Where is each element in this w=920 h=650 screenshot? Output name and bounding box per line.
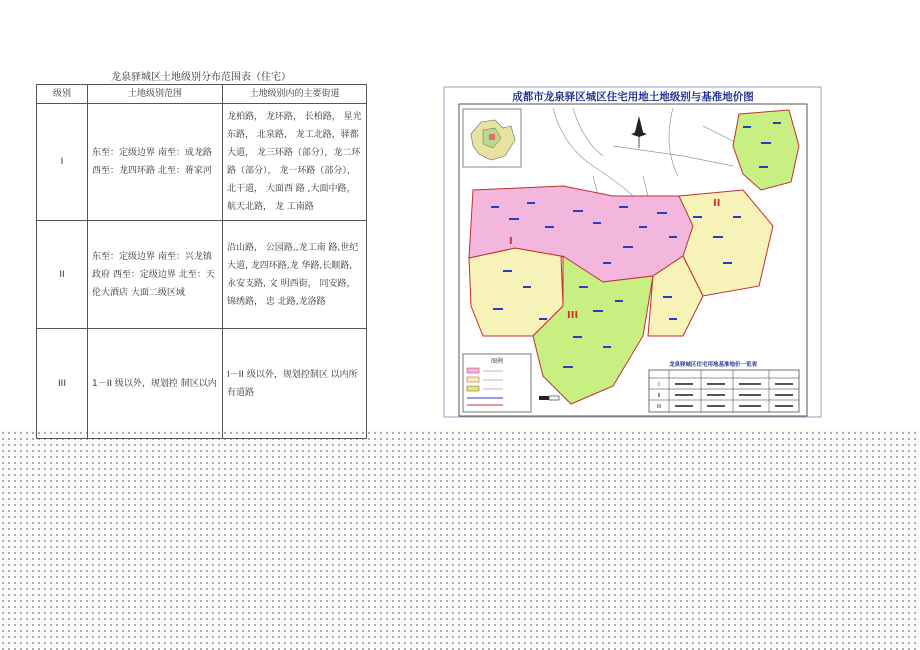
level-cell: III — [37, 329, 88, 439]
scale-bar-icon — [539, 396, 559, 400]
inset-locator-map — [463, 109, 521, 167]
price-row-level: III — [656, 404, 662, 410]
table-row — [37, 221, 367, 329]
level-cell: I — [37, 104, 88, 221]
streets-cell: 龙柏路， 龙环路， 长柏路， 星光东路， 北泉路， 龙工北路，驿都大道， 龙三环路（部分），龙二环路（部分）， 龙一环路（部分）， 北干道， 大面西 路 ,大面中路，航天北路， 龙 工南路 — [223, 104, 367, 221]
header-range: 土地级别范围 — [88, 85, 223, 104]
price-row-level: I — [658, 382, 660, 388]
map-title: 成都市龙泉驿区城区住宅用地土地级别与基准地价图 — [512, 91, 754, 103]
streets-cell: I－II 级以外，规划控制区 以内所有道路 — [223, 329, 367, 439]
land-grade-map — [443, 86, 823, 420]
table-header-row — [37, 85, 367, 104]
map-legend — [463, 354, 531, 412]
grade-label: II — [713, 198, 721, 209]
grade-label: III — [567, 310, 579, 321]
range-cell: 东至：定级边界 南至：成龙路 西至：龙四环路 北至：蒋家河 — [88, 104, 223, 221]
streets-cell: 沿山路， 公园路,,龙工南 路,世纪大道, 龙四环路,龙 华路,长顺路, 永安支路, 文 明西街， 同安路， 锦绣路， 忠 北路,龙洛路 — [223, 221, 367, 329]
table-title: 龙泉驿城区土地级别分布范围表（住宅） — [111, 72, 291, 83]
land-grade-table — [36, 84, 367, 439]
range-cell: 东至：定级边界 南至：兴龙镇政府 西至：定级边界 北至：天伦大酒店 大面二级区域 — [88, 221, 223, 329]
header-streets: 土地级别内的主要街道 — [223, 85, 367, 104]
level-cell: II — [37, 221, 88, 329]
legend-title: 图例 — [490, 358, 504, 365]
table-row — [37, 329, 367, 439]
price-table-title: 龙泉驿城区住宅用地基准地价一览表 — [668, 362, 758, 368]
map-svg — [443, 86, 823, 420]
price-row-level: II — [657, 393, 661, 399]
range-cell: 1－II 级以外，规划控 制区以内 — [88, 329, 223, 439]
header-level: 级别 — [37, 85, 88, 104]
dotted-background — [0, 430, 920, 650]
grade-label: I — [509, 236, 513, 247]
table-row — [37, 104, 367, 221]
